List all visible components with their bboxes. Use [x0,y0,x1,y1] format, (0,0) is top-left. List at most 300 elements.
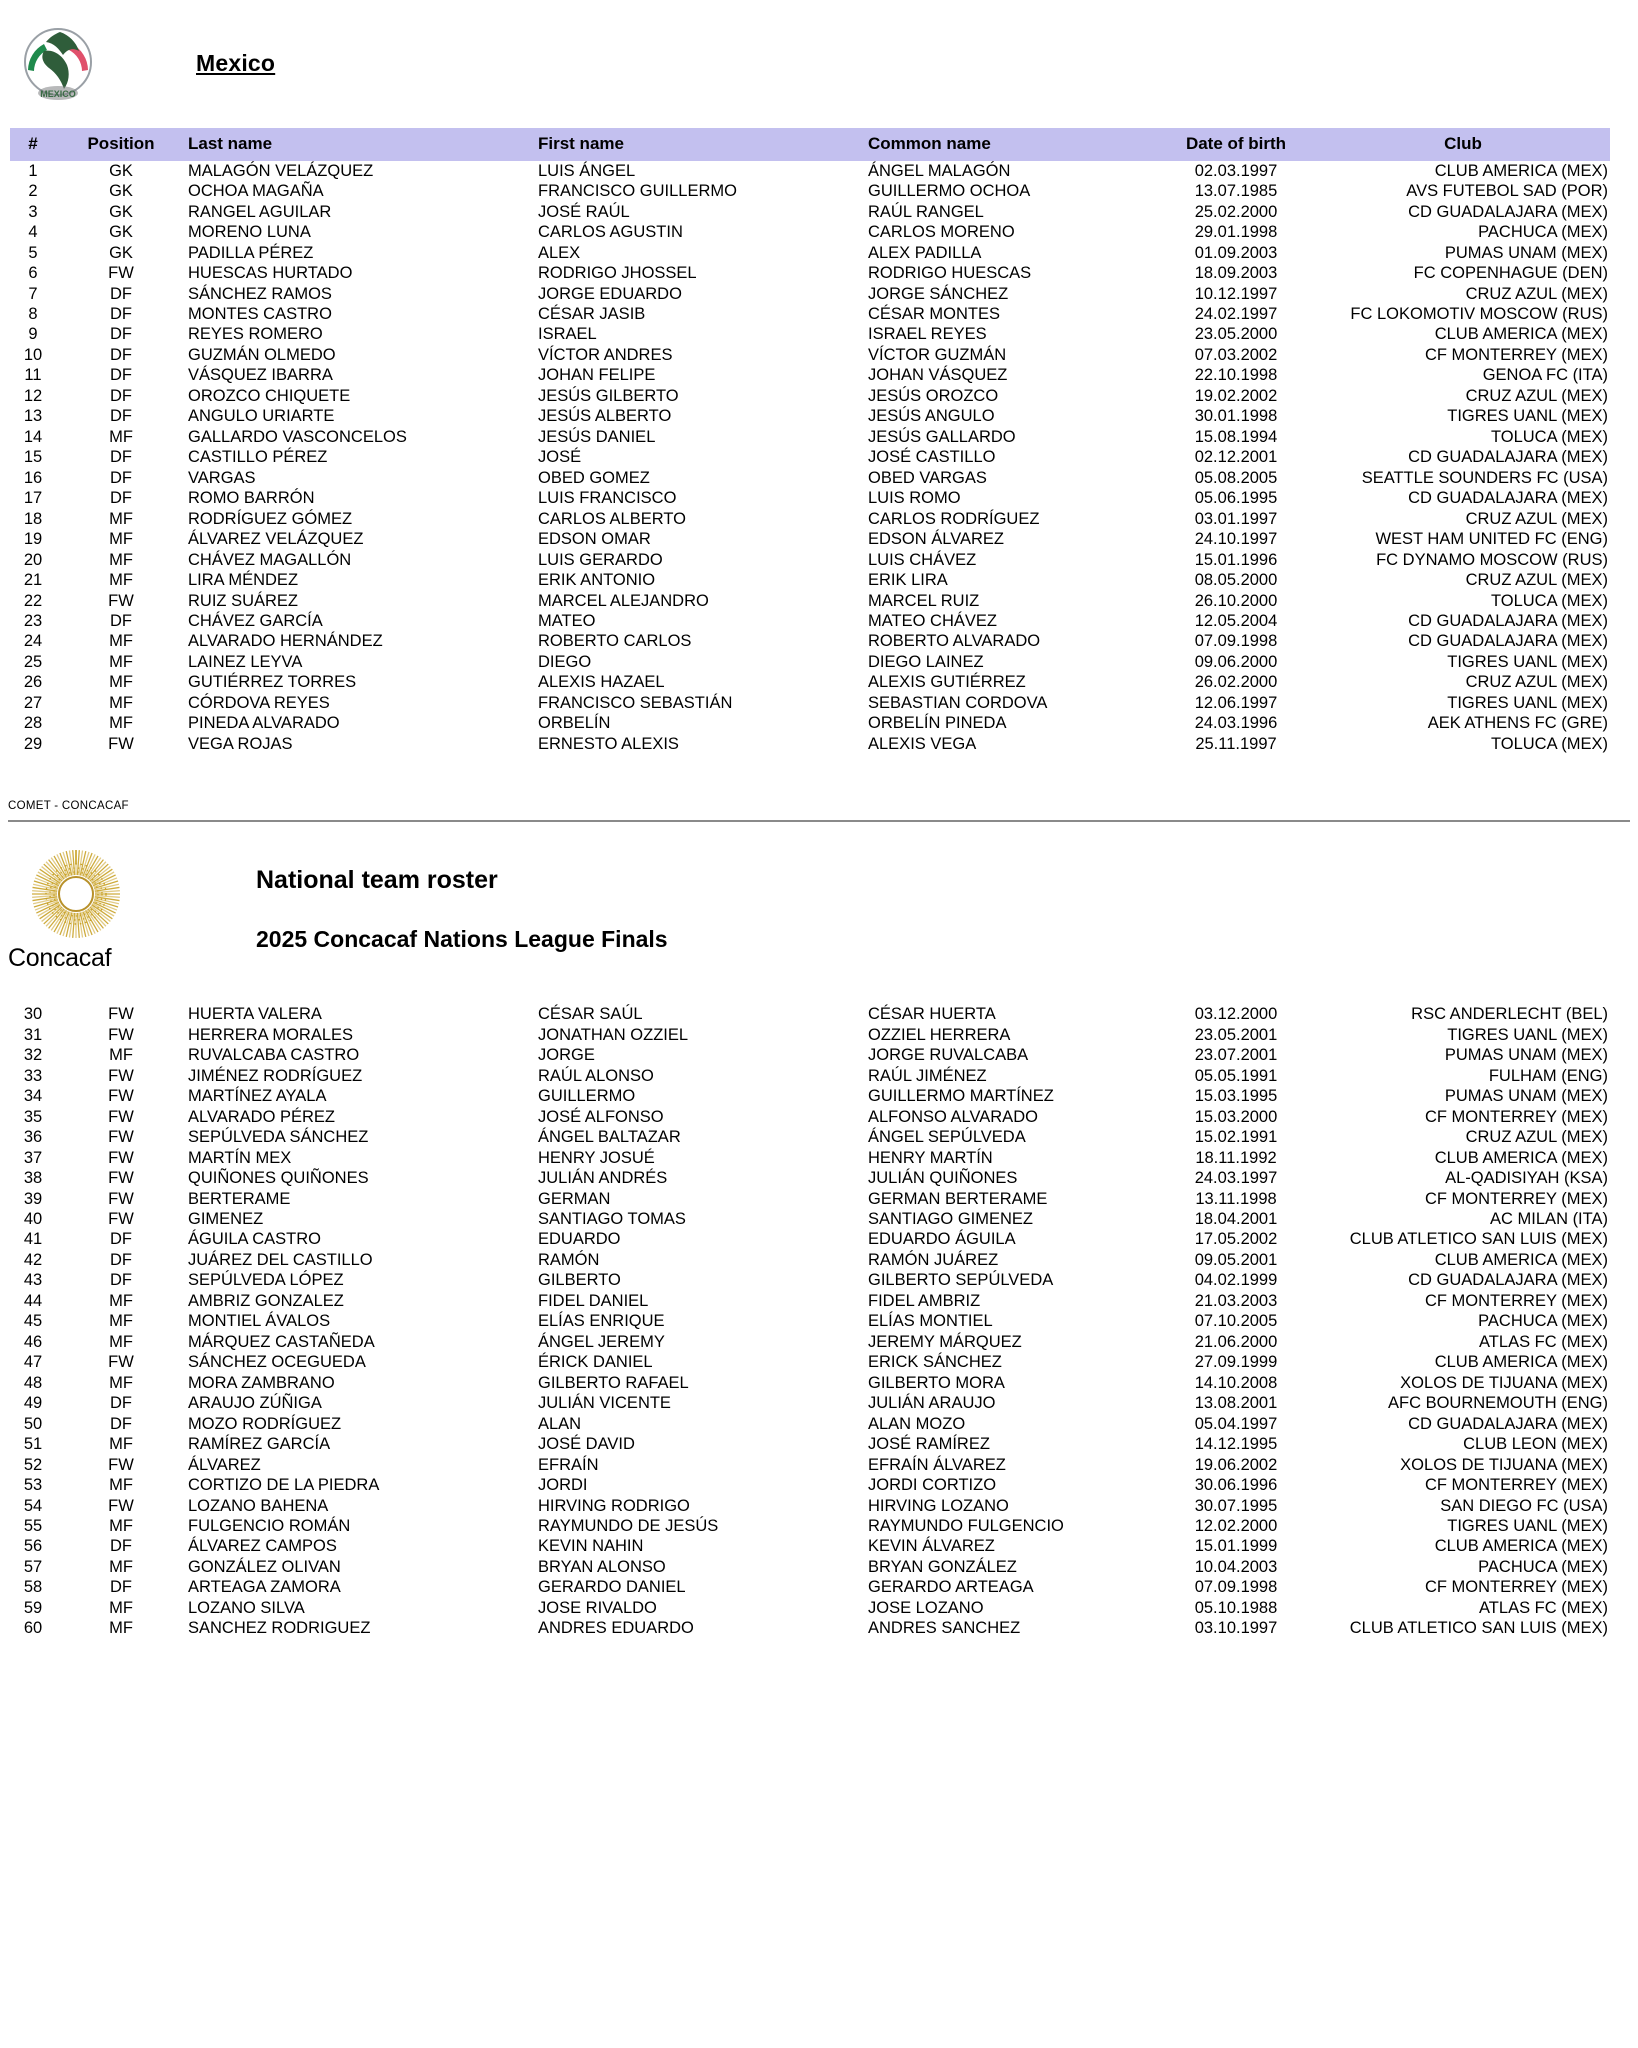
table-row[interactable] [10,1229,1610,1249]
cell-last-name: ÁLVAREZ VELÁZQUEZ [188,530,364,549]
table-row[interactable] [10,713,1610,733]
cell-date-of-birth: 25.02.2000 [1194,202,1278,221]
table-row[interactable] [10,1168,1610,1188]
cell-first-name: ERNESTO ALEXIS [538,734,679,753]
table-row[interactable] [10,304,1610,324]
cell-club: CRUZ AZUL (MEX) [1465,386,1608,405]
cell-common-name: OZZIEL HERRERA [868,1025,1011,1044]
cell-common-name: SEBASTIAN CORDOVA [868,693,1048,712]
cell-first-name: BRYAN ALONSO [538,1557,666,1576]
cell-common-name: ÁNGEL SEPÚLVEDA [868,1128,1026,1147]
cell-number: 29 [23,734,43,753]
cell-position: MF [109,652,133,671]
cell-date-of-birth: 07.10.2005 [1194,1312,1278,1331]
cell-first-name: GILBERTO [538,1271,621,1290]
cell-position: DF [110,386,132,405]
cell-common-name: JESÚS ANGULO [868,407,995,426]
table-row[interactable] [10,550,1610,570]
table-row[interactable] [10,529,1610,549]
table-row[interactable] [10,652,1610,672]
cell-position: FW [108,1066,134,1085]
cell-date-of-birth: 15.03.2000 [1194,1107,1278,1126]
table-row[interactable] [10,1045,1610,1065]
cell-common-name: RAYMUNDO FULGENCIO [868,1517,1064,1535]
cell-date-of-birth: 23.05.2001 [1194,1025,1278,1044]
table-row[interactable] [10,1332,1610,1352]
cell-number: 21 [23,571,43,590]
cell-common-name: CARLOS RODRÍGUEZ [868,509,1040,528]
table-row[interactable] [10,406,1610,426]
cell-number: 36 [23,1128,43,1147]
cell-last-name: SEPÚLVEDA LÓPEZ [188,1271,344,1290]
table-row[interactable] [10,1557,1610,1577]
cell-first-name: ERIK ANTONIO [538,571,656,590]
cell-last-name: QUIÑONES QUIÑONES [188,1169,369,1188]
cell-club: CD GUADALAJARA (MEX) [1408,612,1608,630]
cell-club: CLUB AMERICA (MEX) [1434,161,1608,180]
table-row[interactable] [10,1291,1610,1311]
cell-first-name: JORGE [538,1046,595,1065]
cell-club: AVS FUTEBOL SAD (POR) [1406,182,1608,201]
cell-position: DF [110,1578,132,1597]
cell-number: 27 [23,693,43,712]
table-row[interactable] [10,243,1610,263]
table-row[interactable] [10,1598,1610,1618]
cell-common-name: LUIS CHÁVEZ [868,550,977,569]
cell-first-name: VÍCTOR ANDRES [538,345,673,364]
cell-common-name: JULIÁN ARAUJO [868,1394,996,1413]
cell-first-name: ALAN [538,1414,582,1433]
cell-position: MF [109,530,133,549]
cell-common-name: DIEGO LAINEZ [868,652,984,671]
cell-number: 14 [23,427,43,446]
cell-last-name: CÓRDOVA REYES [188,693,330,712]
table-row[interactable] [10,1270,1610,1290]
cell-first-name: RAMÓN [538,1250,600,1269]
cell-date-of-birth: 25.11.1997 [1195,734,1277,753]
cell-last-name: OCHOA MAGAÑA [188,182,324,201]
cell-last-name: ANGULO URIARTE [188,407,335,426]
cell-club: TIGRES UANL (MEX) [1447,1025,1608,1044]
cell-last-name: MARTÍN MEX [188,1148,292,1167]
cell-common-name: CÉSAR MONTES [868,304,1001,323]
mexico-federation-crest-icon [14,18,102,108]
cell-date-of-birth: 10.04.2003 [1194,1557,1278,1576]
table-row[interactable] [10,570,1610,590]
cell-first-name: HIRVING RODRIGO [538,1496,690,1515]
cell-date-of-birth: 22.10.1998 [1194,366,1278,385]
cell-club: CF MONTERREY (MEX) [1424,345,1608,364]
cell-first-name: ÉRICK DANIEL [538,1353,653,1372]
table-row[interactable] [10,1434,1610,1454]
column-header-first-name[interactable]: First name [536,128,866,161]
cell-common-name: ALEX PADILLA [868,243,982,262]
cell-position: GK [109,202,133,221]
cell-number: 59 [23,1598,43,1617]
cell-date-of-birth: 10.12.1997 [1194,284,1278,303]
cell-first-name: JOSÉ ALFONSO [538,1107,664,1126]
cell-last-name: SEPÚLVEDA SÁNCHEZ [188,1128,369,1147]
cell-first-name: CARLOS AGUSTIN [538,223,683,242]
cell-position: DF [110,1394,132,1413]
table-row[interactable] [10,1373,1610,1393]
cell-last-name: MORENO LUNA [188,223,311,242]
table-row[interactable] [10,488,1610,508]
cell-club: CLUB AMERICA (MEX) [1434,1148,1608,1167]
table-row[interactable] [10,1536,1610,1556]
cell-position: MF [109,1619,133,1638]
table-row[interactable] [10,468,1610,488]
cell-date-of-birth: 08.05.2000 [1194,571,1278,590]
cell-club: FC COPENHAGUE (DEN) [1413,264,1608,283]
table-row[interactable] [10,181,1610,201]
table-row[interactable] [10,1025,1610,1045]
cell-last-name: SANCHEZ RODRIGUEZ [188,1619,371,1638]
cell-first-name: JESÚS GILBERTO [538,386,679,405]
cell-common-name: RAÚL JIMÉNEZ [868,1066,987,1085]
cell-last-name: CHÁVEZ MAGALLÓN [188,550,352,569]
table-row[interactable] [10,1250,1610,1270]
cell-position: DF [110,304,132,323]
cell-position: FW [108,1148,134,1167]
table-row[interactable] [10,509,1610,529]
cell-position: MF [109,714,133,733]
cell-first-name: JORDI [538,1476,588,1495]
cell-common-name: HIRVING LOZANO [868,1496,1009,1515]
cell-first-name: CÉSAR JASIB [538,304,646,323]
cell-common-name: RAÚL RANGEL [868,202,984,221]
cell-position: GK [109,223,133,242]
table-row[interactable] [10,1352,1610,1372]
cell-common-name: ALEXIS GUTIÉRREZ [868,673,1026,692]
cell-date-of-birth: 15.08.1994 [1194,427,1278,446]
table-row[interactable] [10,1496,1610,1516]
cell-common-name: JEREMY MÁRQUEZ [868,1332,1022,1351]
cell-first-name: CARLOS ALBERTO [538,509,686,528]
cell-club: GENOA FC (ITA) [1482,366,1608,385]
table-row[interactable] [10,611,1610,631]
cell-first-name: ROBERTO CARLOS [538,632,692,651]
roster-table-page2 [10,1004,1610,1639]
cell-position: DF [110,1271,132,1290]
cell-date-of-birth: 14.10.2008 [1194,1373,1278,1392]
cell-date-of-birth: 24.03.1997 [1194,1169,1278,1188]
cell-first-name: ALEX [538,243,581,262]
table-row[interactable] [10,1209,1610,1229]
cell-club: PUMAS UNAM (MEX) [1444,1087,1608,1106]
cell-position: DF [110,407,132,426]
cell-common-name: ERICK SÁNCHEZ [868,1353,1002,1372]
page2-header [0,844,1638,1004]
cell-date-of-birth: 24.10.1997 [1194,530,1278,549]
cell-date-of-birth: 26.02.2000 [1194,673,1278,692]
cell-number: 28 [23,714,43,733]
cell-position: MF [109,1598,133,1617]
table-row[interactable] [10,591,1610,611]
cell-last-name: ROMO BARRÓN [188,489,315,508]
cell-date-of-birth: 21.03.2003 [1194,1291,1278,1310]
table-row[interactable] [10,386,1610,406]
table-row[interactable] [10,1475,1610,1495]
cell-date-of-birth: 07.03.2002 [1194,345,1278,364]
cell-date-of-birth: 05.04.1997 [1194,1414,1278,1433]
cell-last-name: AMBRIZ GONZALEZ [188,1291,344,1310]
cell-date-of-birth: 03.10.1997 [1194,1619,1278,1638]
cell-number: 48 [23,1373,43,1392]
cell-last-name: VEGA ROJAS [188,734,293,753]
footer-source-label: COMET - CONCACAF [8,800,129,813]
cell-common-name: ORBELÍN PINEDA [868,714,1007,733]
table-row[interactable] [10,1414,1610,1434]
cell-number: 10 [23,345,43,364]
cell-first-name: LUIS ÁNGEL [538,161,636,180]
cell-position: MF [109,673,133,692]
cell-last-name: LAINEZ LEYVA [188,652,303,671]
cell-last-name: MORA ZAMBRANO [188,1373,335,1392]
cell-club: CD GUADALAJARA (MEX) [1408,632,1608,651]
column-header-position[interactable]: Position [56,128,186,161]
table-row[interactable] [10,263,1610,283]
cell-date-of-birth: 24.02.1997 [1194,304,1278,323]
cell-position: FW [108,1189,134,1208]
cell-number: 54 [23,1496,43,1515]
cell-last-name: VARGAS [188,468,256,487]
cell-number: 39 [23,1189,43,1208]
table-row[interactable] [10,345,1610,365]
table-row[interactable] [10,284,1610,304]
table-row[interactable] [10,1311,1610,1331]
cell-club: PUMAS UNAM (MEX) [1444,243,1608,262]
cell-common-name: RODRIGO HUESCAS [868,264,1032,283]
table-row[interactable] [10,1393,1610,1413]
cell-number: 23 [23,612,43,630]
cell-number: 58 [23,1578,43,1597]
table-row[interactable] [10,1618,1610,1638]
cell-last-name: GIMENEZ [188,1209,264,1228]
cell-club: CRUZ AZUL (MEX) [1465,509,1608,528]
cell-club: CLUB ATLETICO SAN LUIS (MEX) [1349,1230,1608,1249]
cell-last-name: CHÁVEZ GARCÍA [188,612,323,630]
table-row[interactable] [10,1086,1610,1106]
cell-common-name: FIDEL AMBRIZ [868,1291,981,1310]
cell-last-name: ARTEAGA ZAMORA [188,1578,341,1597]
column-header-last-name[interactable]: Last name [186,128,536,161]
cell-club: CLUB AMERICA (MEX) [1434,1353,1608,1372]
cell-club: PACHUCA (MEX) [1478,1557,1608,1576]
cell-date-of-birth: 02.12.2001 [1194,448,1278,467]
cell-club: ATLAS FC (MEX) [1479,1332,1608,1351]
cell-position: MF [109,550,133,569]
cell-club: TIGRES UANL (MEX) [1447,407,1608,426]
cell-last-name: FULGENCIO ROMÁN [188,1517,351,1535]
cell-position: FW [108,264,134,283]
cell-number: 51 [23,1435,43,1454]
table-row[interactable] [10,324,1610,344]
cell-club: AFC BOURNEMOUTH (ENG) [1388,1394,1608,1413]
cell-common-name: GUILLERMO MARTÍNEZ [868,1087,1054,1106]
concacaf-wordmark: Concacaf [8,944,112,973]
cell-last-name: RANGEL AGUILAR [188,202,332,221]
cell-date-of-birth: 23.07.2001 [1194,1046,1278,1065]
cell-last-name: MARTÍNEZ AYALA [188,1087,327,1106]
cell-date-of-birth: 19.06.2002 [1194,1455,1278,1474]
cell-position: DF [110,345,132,364]
cell-date-of-birth: 09.06.2000 [1194,652,1278,671]
cell-number: 8 [28,304,38,323]
cell-common-name: JESÚS GALLARDO [868,427,1016,446]
concacaf-sun-logo-icon [30,848,122,940]
cell-common-name: JOSE LOZANO [868,1598,984,1617]
cell-last-name: MONTES CASTRO [188,304,332,323]
cell-position: FW [108,734,134,753]
table-row[interactable] [10,672,1610,692]
roster-subtitle: 2025 Concacaf Nations League Finals [256,926,668,953]
cell-number: 7 [28,284,38,303]
cell-first-name: JONATHAN OZZIEL [538,1025,689,1044]
table-row[interactable] [10,1148,1610,1168]
cell-position: MF [109,693,133,712]
cell-number: 15 [23,448,43,467]
team-name-title: Mexico [196,50,276,76]
table-row[interactable] [10,1189,1610,1209]
cell-common-name: ISRAEL REYES [868,325,987,344]
cell-position: DF [110,1230,132,1249]
table-row[interactable] [10,693,1610,713]
cell-date-of-birth: 18.09.2003 [1194,264,1278,283]
cell-first-name: CÉSAR SAÚL [538,1005,643,1024]
cell-number: 6 [28,264,38,283]
cell-last-name: PADILLA PÉREZ [188,243,314,262]
table-row[interactable] [10,222,1610,242]
cell-common-name: JORGE SÁNCHEZ [868,284,1009,303]
table-row[interactable] [10,447,1610,467]
cell-position: MF [109,1557,133,1576]
cell-number: 37 [23,1148,43,1167]
cell-number: 9 [28,325,38,344]
cell-position: GK [109,243,133,262]
table-row[interactable] [10,1107,1610,1127]
column-header-date-of-birth[interactable]: Date of birth [1156,128,1316,161]
cell-last-name: ÁLVAREZ CAMPOS [188,1537,337,1556]
cell-common-name: JORGE RUVALCABA [868,1046,1029,1065]
cell-first-name: RAÚL ALONSO [538,1066,654,1085]
cell-number: 45 [23,1312,43,1331]
table-row[interactable] [10,631,1610,651]
cell-date-of-birth: 30.07.1995 [1194,1496,1278,1515]
cell-position: FW [108,1005,134,1024]
cell-last-name: HUERTA VALERA [188,1005,322,1024]
table-row[interactable] [10,1455,1610,1475]
cell-last-name: RODRÍGUEZ GÓMEZ [188,509,353,528]
cell-first-name: MARCEL ALEJANDRO [538,591,709,610]
table-row[interactable] [10,202,1610,222]
cell-number: 60 [23,1619,43,1638]
cell-first-name: GERARDO DANIEL [538,1578,686,1597]
cell-number: 31 [23,1025,43,1044]
cell-date-of-birth: 09.05.2001 [1194,1250,1278,1269]
cell-last-name: BERTERAME [188,1189,291,1208]
cell-common-name: ÁNGEL MALAGÓN [868,161,1011,180]
cell-first-name: EDSON OMAR [538,530,651,549]
table-row[interactable] [10,1066,1610,1086]
roster-title: National team roster [256,866,498,895]
cell-club: XOLOS DE TIJUANA (MEX) [1400,1373,1608,1392]
cell-position: GK [109,182,133,201]
cell-last-name: MONTIEL ÁVALOS [188,1312,331,1331]
cell-date-of-birth: 15.01.1996 [1194,550,1278,569]
cell-position: FW [108,1209,134,1228]
cell-first-name: LUIS GERARDO [538,550,663,569]
cell-club: TIGRES UANL (MEX) [1447,1517,1608,1535]
cell-number: 22 [23,591,43,610]
cell-club: PACHUCA (MEX) [1478,1312,1608,1331]
cell-last-name: JUÁREZ DEL CASTILLO [188,1250,373,1269]
cell-club: CF MONTERREY (MEX) [1424,1476,1608,1495]
cell-position: FW [108,1496,134,1515]
table-row[interactable] [10,365,1610,385]
table-row[interactable] [10,1127,1610,1147]
cell-last-name: GUTIÉRREZ TORRES [188,673,357,692]
table-row[interactable] [10,734,1610,754]
cell-club: PUMAS UNAM (MEX) [1444,1046,1608,1065]
cell-date-of-birth: 30.01.1998 [1194,407,1278,426]
cell-first-name: GUILLERMO [538,1087,636,1106]
table-row[interactable] [10,1577,1610,1597]
cell-number: 50 [23,1414,43,1433]
cell-first-name: ORBELÍN [538,714,611,733]
cell-position: FW [108,1169,134,1188]
cell-first-name: FIDEL DANIEL [538,1291,649,1310]
column-header-number[interactable]: # [10,128,56,161]
cell-last-name: HERRERA MORALES [188,1025,354,1044]
cell-first-name: SANTIAGO TOMAS [538,1209,686,1228]
cell-first-name: JOSE RIVALDO [538,1598,657,1617]
cell-date-of-birth: 15.02.1991 [1194,1128,1278,1147]
cell-first-name: GERMAN [538,1189,611,1208]
cell-number: 20 [23,550,43,569]
table-row[interactable] [10,427,1610,447]
cell-date-of-birth: 02.03.1997 [1194,161,1278,180]
cell-first-name: OBED GOMEZ [538,468,650,487]
table-row[interactable] [10,1004,1610,1024]
cell-club: TIGRES UANL (MEX) [1447,693,1608,712]
cell-club: CF MONTERREY (MEX) [1424,1189,1608,1208]
cell-number: 46 [23,1332,43,1351]
cell-date-of-birth: 27.09.1999 [1194,1353,1278,1372]
cell-common-name: SANTIAGO GIMENEZ [868,1209,1034,1228]
cell-date-of-birth: 12.05.2004 [1194,612,1278,630]
cell-last-name: JIMÉNEZ RODRÍGUEZ [188,1066,363,1085]
cell-club: TOLUCA (MEX) [1490,734,1608,753]
cell-date-of-birth: 04.02.1999 [1194,1271,1278,1290]
cell-number: 42 [23,1250,43,1269]
cell-position: DF [110,366,132,385]
cell-common-name: MATEO CHÁVEZ [868,612,997,630]
cell-club: CLUB AMERICA (MEX) [1434,1250,1608,1269]
table-row[interactable] [10,161,1610,181]
cell-position: DF [110,489,132,508]
column-header-common-name[interactable]: Common name [866,128,1156,161]
cell-first-name: ELÍAS ENRIQUE [538,1312,665,1331]
table-row[interactable] [10,1516,1610,1536]
cell-position: DF [110,284,132,303]
cell-last-name: MÁRQUEZ CASTAÑEDA [188,1332,375,1351]
cell-date-of-birth: 13.11.1998 [1195,1189,1277,1208]
column-header-club[interactable]: Club [1316,128,1610,161]
cell-first-name: LUIS FRANCISCO [538,489,677,508]
cell-number: 52 [23,1455,43,1474]
cell-number: 25 [23,652,43,671]
